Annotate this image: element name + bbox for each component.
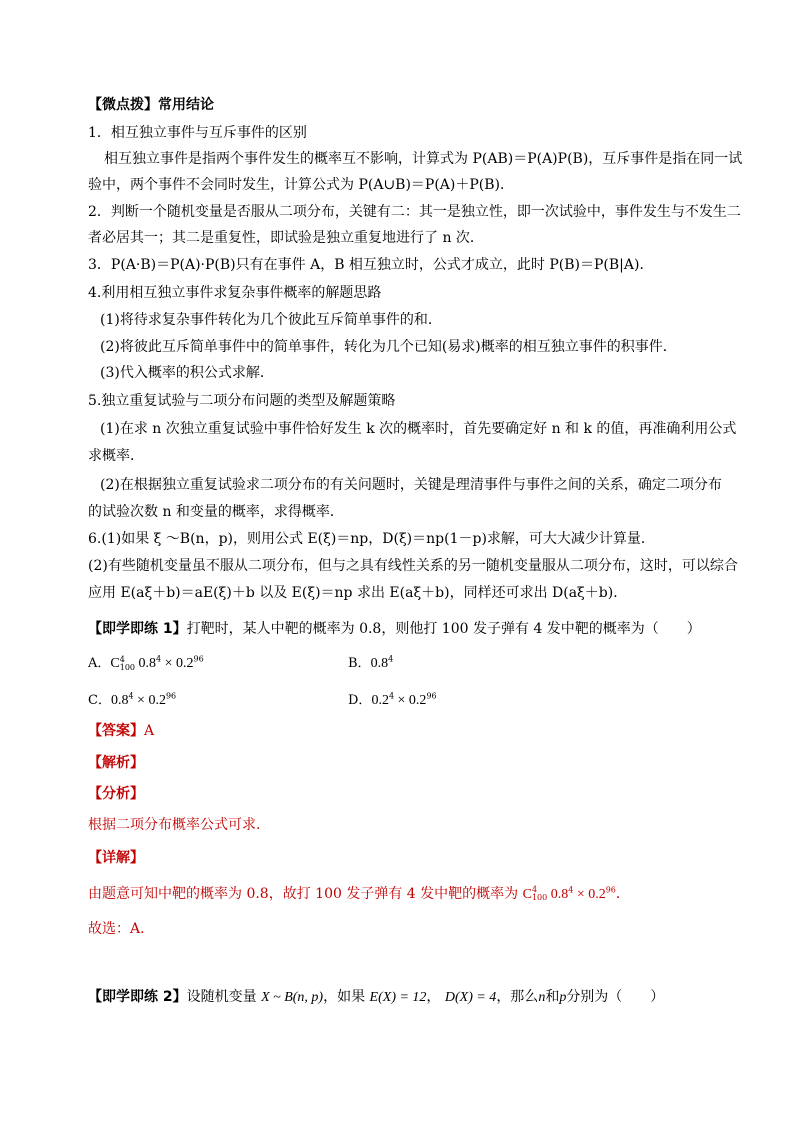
point-5-title: 5.独立重复试验与二项分布问题的类型及解题策略 (88, 393, 396, 409)
point-4-title: 4.利用相互独立事件求复杂事件概率的解题思路 (88, 285, 382, 301)
detail-text: 由题意可知中靶的概率为 0.8，故打 100 发子弹有 4 发中靶的概率为 C 4 100 $0.8^4 \times 0.2^{96}$． (88, 885, 630, 902)
exercise-2-tag: 【即学即练 2】 (88, 989, 187, 1005)
point-6-2: (2)有些随机变量虽不服从二项分布，但与之具有线性关系的另一随机变量服从二项分布，这时，可以综合 (88, 558, 738, 574)
answer-line (88, 722, 154, 740)
option-c: C．$0.8^4 \times 0.2^{96}$ (88, 691, 177, 708)
exercise-1-tag: 【即学即练 1】 (88, 621, 187, 637)
point-5-1-cont: 求概率． (88, 448, 144, 464)
point-4-3: (3)代入概率的积公式求解． (100, 365, 274, 381)
point-4-1: (1)将待求复杂事件转化为几个彼此互斥简单事件的和． (100, 312, 442, 328)
option-d: D．$0.2^4 \times 0.2^{96}$ (348, 691, 437, 708)
detail-tag: 【详解】 (88, 850, 144, 866)
exercise-1-question (88, 620, 701, 638)
point-2: 2．判断一个随机变量是否服从二项分布，关键有二：其一是独立性，即一次试验中，事件发生与不发生二 (88, 204, 741, 220)
point-1-body-cont: 验中，两个事件不会同时发生，计算公式为 P(A∪B)＝P(A)＋P(B)． (88, 177, 515, 193)
fenxi-tag: 【分析】 (88, 786, 144, 802)
section-title: 【微点拨】常用结论 (88, 97, 214, 113)
exercise-1-text: 打靶时，某人中靶的概率为 0.8，则他打 100 发子弹有 4 发中靶的概率为（ ） (186, 621, 701, 637)
answer-value: A (144, 723, 155, 739)
exercise-2-question: 【即学即练 2】设随机变量 X ~ B(n, p)，如果 E(X) = 12， D(X) = 4，那么n和p分别为（ ） (88, 989, 665, 1005)
answer-tag: 【答案】 (88, 723, 144, 739)
point-3: 3．P(A·B)＝P(A)·P(B)只有在事件 A，B 相互独立时，公式才成立，此时 P(B)＝P(B|A)． (88, 257, 654, 273)
point-2-cont: 者必居其一；其二是重复性，即试验是独立重复地进行了 n 次． (88, 230, 484, 246)
analysis-tag: 【解析】 (88, 755, 144, 771)
option-a: A．C 4 100 $0.8^4 \times 0.2^{96}$ (88, 654, 204, 672)
point-1-body: 相互独立事件是指两个事件发生的概率互不影响，计算式为 P(AB)＝P(A)P(B)，互斥事件是指在同一试 (104, 151, 743, 167)
point-5-2-cont: 的试验次数 n 和变量的概率，求得概率． (88, 504, 344, 520)
point-6-2-cont: 应用 E(aξ＋b)＝aE(ξ)＋b 以及 E(ξ)＝np 求出 E(aξ＋b)，同样还可求出 D(aξ＋b)． (88, 585, 628, 601)
point-5-2: (2)在根据独立重复试验求二项分布的有关问题时，关键是理清事件与事件之间的关系，确定二项分布 (100, 477, 722, 493)
point-1-title: 1．相互独立事件与互斥事件的区别 (88, 125, 307, 141)
option-b: B．$0.8^4$ (348, 654, 394, 671)
choose-text: 故选：A. (88, 921, 145, 937)
fenxi-text: 根据二项分布概率公式可求. (88, 817, 261, 833)
point-5-1: (1)在求 n 次独立重复试验中事件恰好发生 k 次的概率时，首先要确定好 n 和 k 的值，再准确利用公式 (100, 421, 737, 437)
point-4-2: (2)将彼此互斥简单事件中的简单事件，转化为几个已知(易求)概率的相互独立事件的积事件． (100, 339, 677, 355)
point-6-1: 6.(1)如果 ξ ～B(n，p)，则用公式 E(ξ)＝np，D(ξ)＝np(1－p)求解，可大大减少计算量． (88, 531, 655, 547)
